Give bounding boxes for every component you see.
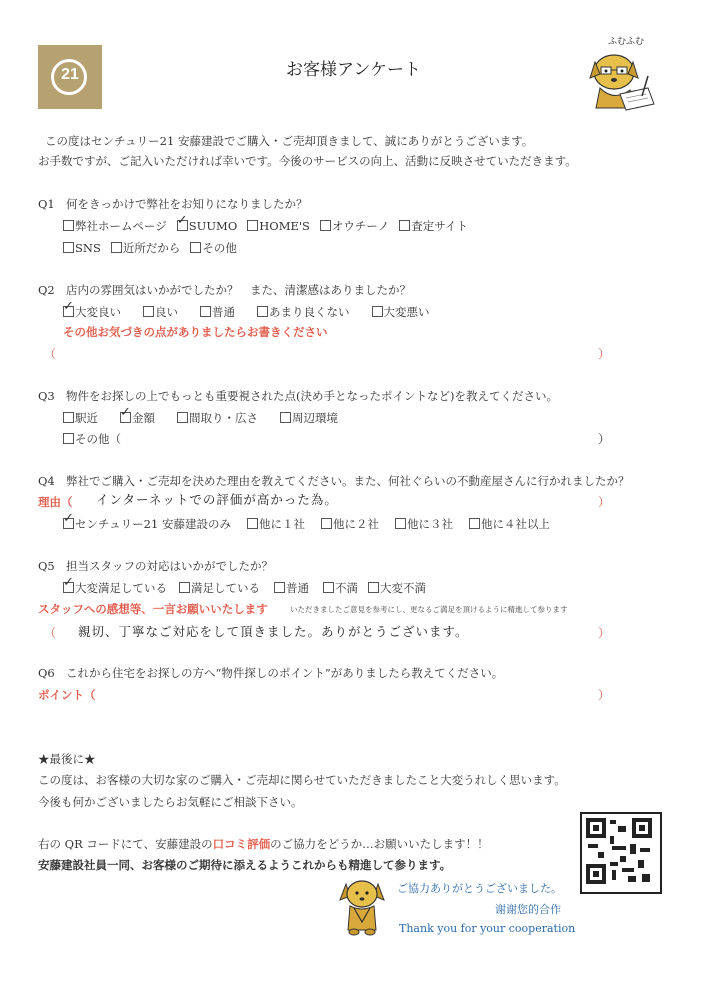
qr-code[interactable] bbox=[580, 812, 662, 894]
intro-line-2: お手数ですが、ご記入いただければ幸いです。今後のサービスの向上、活動に反映させていただきます。 bbox=[38, 154, 577, 168]
closing-line-2: 今後も何かございましたらお気軽にご相談下さい。 bbox=[38, 795, 303, 809]
logo-number: 21 bbox=[61, 66, 79, 83]
q5-paren-close: ） bbox=[598, 626, 611, 640]
q4-option[interactable]: 他に１社 bbox=[247, 516, 305, 532]
q6-text: これから住宅をお探しの方へ“物件探しのポイント”がありましたら教えてください。 bbox=[66, 666, 504, 680]
closing-heading: ★最後に★ bbox=[38, 752, 96, 766]
q3-other-label: その他（ bbox=[75, 432, 121, 446]
q6-paren-close: ） bbox=[598, 688, 611, 702]
checkbox[interactable] bbox=[274, 582, 285, 593]
q1-number: Q1 bbox=[38, 197, 55, 211]
q3-option[interactable]: ✓ 金額 bbox=[120, 410, 155, 426]
q2-option[interactable]: 普通 bbox=[200, 304, 235, 320]
closing-line-1: この度は、お客様の大切な家のご購入・ご売却に関らせていただきましたこと大変うれしく思います。 bbox=[38, 773, 566, 787]
q6-number: Q6 bbox=[38, 666, 55, 680]
q5-question bbox=[38, 558, 273, 574]
q1-question bbox=[38, 196, 308, 212]
q2-paren-close: ） bbox=[598, 347, 611, 361]
checkbox[interactable] bbox=[200, 306, 211, 317]
q4-option[interactable]: 他に３社 bbox=[395, 516, 453, 532]
checkbox-checked[interactable] bbox=[63, 518, 74, 529]
closing-line-4: 安藤建設社員一同、お客様のご期待に添えるようこれからも精進して参ります。 bbox=[38, 858, 452, 872]
q1-option[interactable]: HOME'S bbox=[247, 219, 310, 233]
q3-option[interactable]: 駅近 bbox=[63, 410, 98, 426]
q5-paren-open: （ bbox=[44, 626, 57, 640]
q5-option[interactable]: 不満 bbox=[323, 580, 358, 596]
checkbox[interactable] bbox=[63, 242, 74, 253]
dog-reading-icon bbox=[586, 46, 666, 116]
q3-text: 物件をお探しの上でもっとも重要視された点(決め手となったポイントなど)を教えてください。 bbox=[66, 389, 558, 403]
checkbox[interactable] bbox=[469, 518, 480, 529]
checkbox[interactable] bbox=[368, 582, 379, 593]
q3-option[interactable]: 間取り・広さ bbox=[177, 410, 258, 426]
q1-option[interactable]: その他 bbox=[190, 240, 237, 256]
thanks-chinese: 谢谢您的合作 bbox=[495, 903, 561, 916]
dog-mascot-icon bbox=[338, 878, 388, 936]
review-highlight: 口コミ評価 bbox=[212, 837, 271, 851]
checkbox[interactable] bbox=[190, 242, 201, 253]
checkbox[interactable] bbox=[247, 220, 258, 231]
q1-text: 何をきっかけで弊社をお知りになりましたか？ bbox=[66, 197, 308, 211]
q3-other[interactable] bbox=[63, 431, 121, 447]
q4-option[interactable]: ✓センチュリー21 安藤建設のみ bbox=[63, 516, 231, 532]
q2-paren-open: （ bbox=[44, 347, 57, 361]
checkbox-checked[interactable] bbox=[63, 306, 74, 317]
q6-question bbox=[38, 665, 503, 681]
q2-option[interactable]: 大変悪い bbox=[372, 304, 430, 320]
mascot-speech: ふむふむ bbox=[608, 37, 645, 47]
q4-options bbox=[63, 516, 560, 532]
checkbox[interactable] bbox=[177, 412, 188, 423]
q4-option[interactable]: 他に２社 bbox=[321, 516, 379, 532]
q4-question bbox=[38, 473, 630, 489]
q2-prompt: その他お気づきの点がありましたらお書きください bbox=[63, 325, 328, 339]
page-title: お客様アンケート bbox=[286, 60, 421, 80]
q4-paren-close: ） bbox=[598, 495, 611, 509]
checkbox[interactable] bbox=[280, 412, 291, 423]
q6-label: ポイント（ bbox=[38, 688, 96, 702]
q4-reason-label: 理由（ bbox=[38, 495, 73, 509]
checkbox[interactable] bbox=[323, 582, 334, 593]
checkbox-checked[interactable] bbox=[63, 582, 74, 593]
q5-number: Q5 bbox=[38, 559, 55, 573]
checkbox[interactable] bbox=[247, 518, 258, 529]
q1-option[interactable]: SNS bbox=[63, 241, 101, 255]
q4-option[interactable]: 他に４社以上 bbox=[469, 516, 550, 532]
checkbox[interactable] bbox=[257, 306, 268, 317]
q1-option[interactable]: オウチーノ bbox=[320, 218, 389, 234]
checkbox[interactable] bbox=[143, 306, 154, 317]
checkbox[interactable] bbox=[111, 242, 122, 253]
q3-question bbox=[38, 388, 558, 404]
q5-option[interactable]: 大変不満 bbox=[368, 580, 426, 596]
checkbox-checked[interactable] bbox=[177, 220, 188, 231]
q5-text: 担当スタッフの対応はいかがでしたか？ bbox=[66, 559, 273, 573]
q2-option[interactable]: ✓大変良い bbox=[63, 304, 121, 320]
intro-line-1: この度はセンチュリー21 安藤建設でご購入・ご売却頂きまして、誠にありがとうございます。 bbox=[45, 134, 534, 148]
q1-options-row2 bbox=[63, 240, 247, 256]
q3-number: Q3 bbox=[38, 389, 55, 403]
q2-option[interactable]: あまり良くない bbox=[257, 304, 350, 320]
checkbox[interactable] bbox=[63, 433, 74, 444]
checkbox-checked[interactable] bbox=[120, 412, 131, 423]
q1-options-row1 bbox=[63, 218, 478, 234]
checkbox[interactable] bbox=[179, 582, 190, 593]
checkbox[interactable] bbox=[395, 518, 406, 529]
q5-option[interactable]: 満足している bbox=[179, 580, 260, 596]
q2-question bbox=[38, 282, 411, 298]
q1-option[interactable]: 近所だから bbox=[111, 240, 181, 256]
q3-options bbox=[63, 410, 348, 426]
q4-text: 弊社でご購入・ご売却を決めた理由を教えてください。また、何社ぐらいの不動産屋さんに行かれましたか？ bbox=[66, 474, 630, 488]
q5-note: いただきましたご意見を参考にし、更なるご満足を頂けるように精進して参ります bbox=[290, 605, 568, 614]
q2-number: Q2 bbox=[38, 283, 55, 297]
checkbox[interactable] bbox=[372, 306, 383, 317]
q2-option[interactable]: 良い bbox=[143, 304, 178, 320]
checkbox[interactable] bbox=[399, 220, 410, 231]
q5-answer[interactable]: 親切、丁寧なご対応をして頂きました。ありがとうございます。 bbox=[78, 624, 469, 639]
q2-text: 店内の雰囲気はいかがでしたか？ また、清潔感はありましたか？ bbox=[66, 283, 411, 297]
q3-option[interactable]: 周辺環境 bbox=[280, 410, 338, 426]
q3-paren-close: ） bbox=[598, 432, 611, 446]
thanks-english: Thank you for your cooperation bbox=[399, 922, 576, 935]
q2-options bbox=[63, 304, 440, 320]
q5-prompt: スタッフへの感想等、一言お願いいたします bbox=[38, 602, 268, 616]
q5-option[interactable]: 普通 bbox=[274, 580, 309, 596]
q1-option[interactable]: ✓ SUUMO bbox=[177, 219, 237, 233]
q1-option[interactable]: 弊社ホームページ bbox=[63, 218, 167, 234]
q5-options bbox=[63, 580, 436, 596]
q1-option[interactable]: 査定サイト bbox=[399, 218, 468, 234]
checkbox[interactable] bbox=[63, 220, 74, 231]
checkbox[interactable] bbox=[321, 518, 332, 529]
thanks-japanese: ご協力ありがとうございました。 bbox=[397, 882, 562, 895]
q4-number: Q4 bbox=[38, 474, 55, 488]
checkbox[interactable] bbox=[320, 220, 331, 231]
q4-reason-answer[interactable]: インターネットでの評価が高かった為。 bbox=[96, 492, 338, 507]
checkbox[interactable] bbox=[63, 412, 74, 423]
q5-option[interactable]: ✓大変満足している bbox=[63, 580, 167, 596]
closing-qr-line: 右の QR コードにて、安藤建設の口コミ評価のご協力をどうか…お願いいたします！！ bbox=[38, 837, 489, 851]
